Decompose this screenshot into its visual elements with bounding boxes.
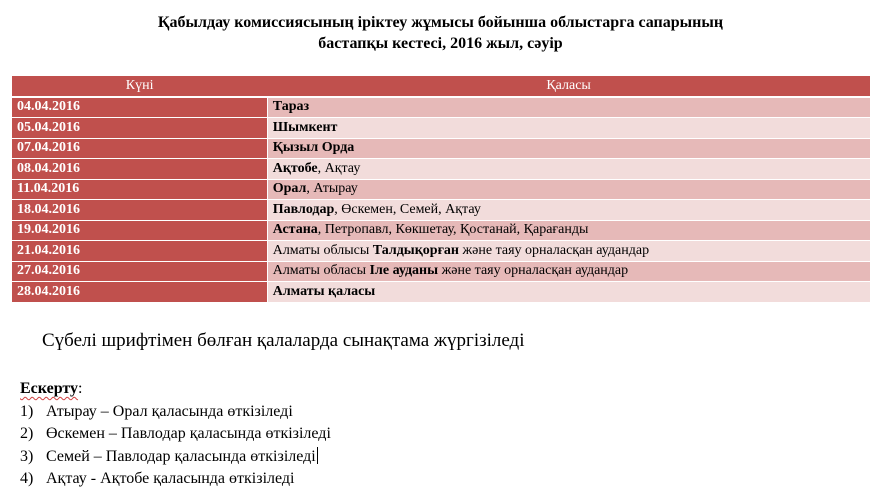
table-row xyxy=(12,282,870,303)
row-date: 08.04.2016 xyxy=(12,159,267,180)
row-city xyxy=(267,118,870,139)
row-date: 28.04.2016 xyxy=(12,282,267,303)
remark-item-text: Ақтау - Ақтобе қаласында өткізіледі xyxy=(46,470,295,487)
table-row xyxy=(12,159,870,180)
remark-colon: : xyxy=(78,380,83,397)
table-row xyxy=(12,220,870,241)
table-row xyxy=(12,97,870,118)
text-cursor xyxy=(317,447,318,464)
row-city xyxy=(267,261,870,282)
title-line-1: Қабылдау комиссиясының іріктеу жұмысы бойынша облыстарга сапарының xyxy=(157,14,724,31)
city-text: , Ақтау xyxy=(317,160,361,176)
remark-item xyxy=(20,468,331,491)
row-date: 21.04.2016 xyxy=(12,241,267,262)
row-date: 07.04.2016 xyxy=(12,138,267,159)
remark-item-number: 2) xyxy=(20,425,34,442)
remark-item-text: Семей – Павлодар қаласында өткізіледі xyxy=(46,447,316,465)
city-text: , Атырау xyxy=(306,181,358,197)
row-city xyxy=(267,179,870,200)
remark-item-number: 3) xyxy=(20,447,34,465)
remark-item xyxy=(20,446,331,469)
remark-item xyxy=(20,423,331,446)
city-bold-text: Талдықорған xyxy=(372,242,459,258)
remark-item-number: 4) xyxy=(20,470,34,487)
city-text: , Петропавл, Көкшетау, Қостанай, Қарағанды xyxy=(317,222,589,238)
schedule-table xyxy=(12,76,870,303)
table-row xyxy=(12,200,870,221)
city-bold-text: Алматы қаласы xyxy=(272,283,376,299)
table-row xyxy=(12,179,870,200)
title-line-2: бастапқы кестесі, 2016 жыл, сәуір xyxy=(318,35,563,52)
row-city xyxy=(267,241,870,262)
city-text: , Өскемен, Семей, Ақтау xyxy=(334,201,481,217)
row-city xyxy=(267,282,870,303)
table-row xyxy=(12,138,870,159)
table-row xyxy=(12,241,870,262)
remark-heading: Ескерту xyxy=(20,380,79,397)
city-bold-text: Қызыл Орда xyxy=(272,140,355,156)
row-city xyxy=(267,97,870,118)
row-date: 05.04.2016 xyxy=(12,118,267,139)
city-bold-text: Астана xyxy=(272,222,318,238)
remark-heading-line xyxy=(20,378,331,401)
row-date: 18.04.2016 xyxy=(12,200,267,221)
city-text: Алматы облысы xyxy=(272,242,373,258)
row-date: 11.04.2016 xyxy=(12,179,267,200)
remark-item-text: Өскемен – Павлодар қаласында өткізіледі xyxy=(46,425,331,442)
table-header-row xyxy=(12,76,870,97)
bold-note: Сүбелі шрифтімен бөлған қалаларда сынақтама жүргізіледі xyxy=(42,330,525,351)
row-date: 19.04.2016 xyxy=(12,220,267,241)
header-city: Қаласы xyxy=(267,76,870,97)
remark-item-number: 1) xyxy=(20,402,34,420)
table-row xyxy=(12,261,870,282)
remark-item xyxy=(20,401,331,424)
city-text: және таяу орналасқан аудандар xyxy=(459,242,650,258)
city-text: Алматы обласы xyxy=(272,263,370,279)
remark-item-text: Атырау – Орал қаласында өткізіледі xyxy=(46,402,293,420)
row-city xyxy=(267,200,870,221)
remark-block xyxy=(20,378,331,491)
row-city xyxy=(267,159,870,180)
row-date: 27.04.2016 xyxy=(12,261,267,282)
city-bold-text: Ақтобе xyxy=(272,160,318,176)
row-city xyxy=(267,220,870,241)
city-bold-text: Павлодар xyxy=(272,201,335,217)
city-bold-text: Орал xyxy=(272,181,307,197)
city-text: және таяу орналасқан аудандар xyxy=(441,263,629,279)
row-city xyxy=(267,138,870,159)
row-date: 04.04.2016 xyxy=(12,97,267,118)
header-date: Күні xyxy=(12,76,267,97)
document-title xyxy=(0,12,881,54)
city-bold-text: Іле ауданы xyxy=(369,263,442,279)
city-bold-text: Тараз xyxy=(272,99,310,115)
table-row xyxy=(12,118,870,139)
city-bold-text: Шымкент xyxy=(272,119,338,135)
